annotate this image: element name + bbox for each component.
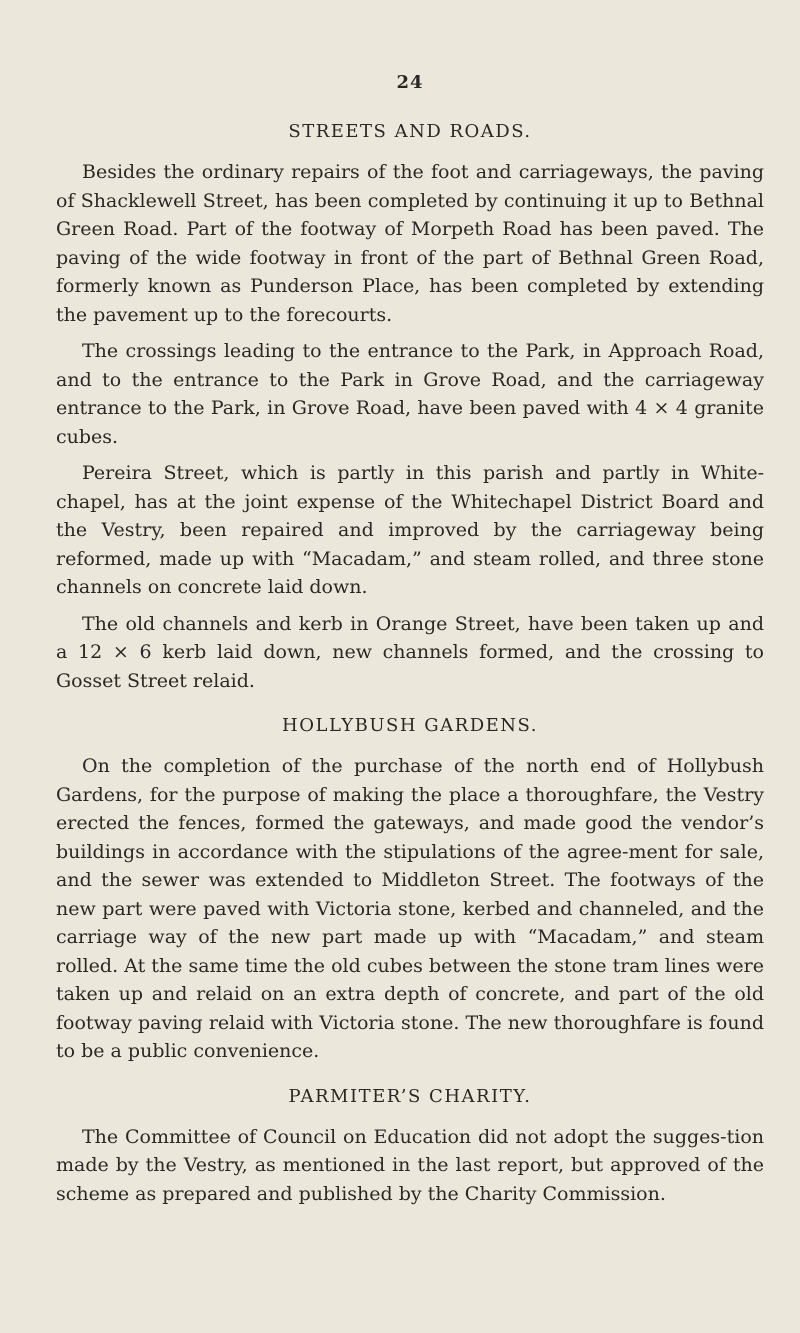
section-streets-and-roads [56, 121, 764, 695]
section-heading: PARMITER’S CHARITY. [288, 1085, 532, 1107]
paragraph: Besides the ordinary repairs of the foot and carriageways, the paving of Shacklewell Street, has been completed by continuing it up to Bethnal Green Road. Part of the footway of Morpeth Road has been paved. The paving of the wide footway in front of the part of Bethnal Green Road, formerly known as Punderson Place, has been completed by extending the pavement up to the forecourts. [56, 161, 764, 326]
section-heading: HOLLYBUSH GARDENS. [282, 715, 538, 736]
paragraph: The old channels and kerb in Orange Street, have been taken up and a 12 × 6 kerb laid down, new channels formed, and the crossing to Gosset Street relaid. [56, 612, 764, 692]
page-number: 24 [396, 72, 424, 93]
section-hollybush-gardens [56, 715, 764, 1066]
section-parmiters-charity [56, 1086, 764, 1209]
section-heading: STREETS AND ROADS. [288, 121, 532, 142]
paragraph: On the completion of the purchase of the north end of Hollybush Gardens, for the purpose of making the place a thoroughfare, the Vestry erected the fences, formed the gateways, and made good the vendor’s buildings in accordance with the stipulations of the agree-ment for sale, and the sewer was extended to Middleton Street. The footways of the new part were paved with Victoria stone, kerbed and channeled, and the carriage way of the new part made up with “Macadam,” and steam rolled. At the same time the old cubes between the stone tram lines were taken up and relaid on an extra depth of concrete, and part of the old footway paving relaid with Victoria stone. The new thoroughfare is found to be a public convenience. [56, 755, 764, 1062]
paragraph: The Committee of Council on Education did not adopt the sugges-tion made by the Vestry, as mentioned in the last report, but approved of the scheme as prepared and published by the Charity Commission. [56, 1125, 764, 1205]
paragraph: Pereira Street, which is partly in this parish and partly in White-chapel, has at the joint expense of the Whitechapel District Board and the Vestry, been repaired and improved by the carriageway being reformed, made up with “Macadam,” and steam rolled, and three stone channels on concrete laid down. [56, 462, 764, 598]
paragraph: The crossings leading to the entrance to the Park, in Approach Road, and to the entrance to the Park in Grove Road, and the carriageway entrance to the Park, in Grove Road, have been paved with 4 × 4 granite cubes. [56, 340, 764, 448]
